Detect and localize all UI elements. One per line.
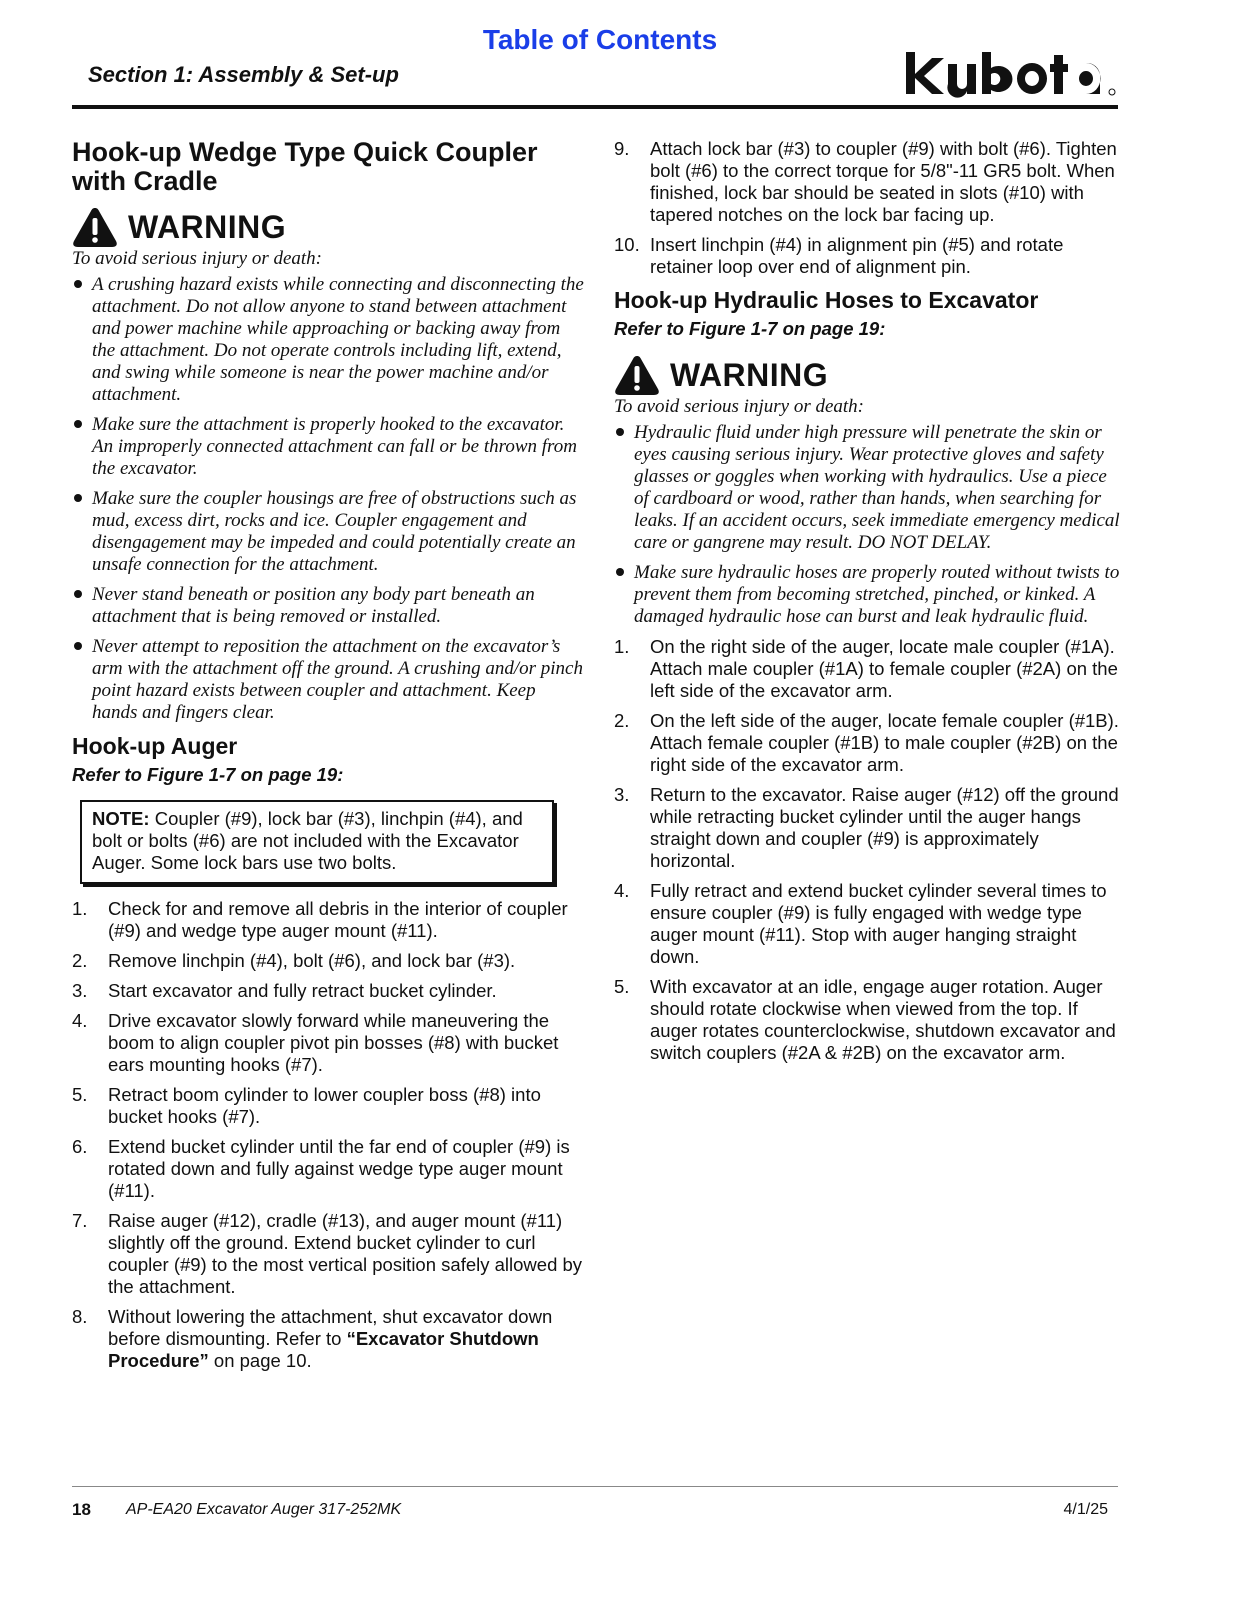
list-item: 4. Fully retract and extend bucket cylinder several times to ensure coupler (#9) is fully engaged with wedge type auger mount (#11). Stop with auger hanging straight down.	[614, 880, 1107, 967]
hydraulic-hoses-heading: Hook-up Hydraulic Hoses to Excavator	[614, 287, 1039, 313]
note-label: NOTE:	[92, 808, 150, 829]
warning-header	[72, 206, 584, 248]
bullet-icon	[74, 280, 82, 288]
bullet-icon	[74, 590, 82, 598]
auger-steps-continued	[614, 138, 1126, 278]
figure-reference: Refer to Figure 1-7 on page 19:	[72, 764, 344, 785]
footer-rule	[72, 1486, 1118, 1487]
warning-triangle-icon	[614, 354, 660, 396]
auger-steps	[72, 898, 584, 1372]
bullet-icon	[616, 428, 624, 436]
document-date: 4/1/25	[1063, 1501, 1108, 1518]
hose-steps	[614, 636, 1126, 1064]
warning-bullets	[72, 274, 584, 724]
bullet-icon	[616, 568, 624, 576]
list-item: 5. With excavator at an idle, engage auger rotation. Auger should rotate clockwise when viewed from the top. If auger rotates counterclockwise, shutdown excavator and switch couplers (#2A & #2B) on the excavator arm.	[614, 976, 1116, 1063]
warning-triangle-icon	[72, 206, 118, 248]
note-text: Coupler (#9), lock bar (#3), linchpin (#4), and bolt or bolts (#6) are not included with the Excavator Auger. Some lock bars use two bolts.	[92, 808, 523, 873]
list-item: 3. Return to the excavator. Raise auger (#12) off the ground while retracting bucket cylinder until the auger hangs straight down and coupler (#9) is approximately horizontal.	[614, 784, 1119, 871]
warning-label: WARNING	[670, 357, 829, 393]
section-title: Section 1: Assembly & Set-up	[88, 62, 399, 87]
shutdown-procedure-link[interactable]: “Excavator Shutdown Procedure”	[108, 1328, 539, 1371]
warning-block	[72, 248, 584, 724]
section-heading	[72, 138, 584, 196]
warning-lead: To avoid serious injury or death:	[72, 248, 322, 269]
list-item: 8. Without lowering the attachment, shut excavator down before dismounting. Refer to “Excavator Shutdown Procedure” on page 10.	[72, 1306, 553, 1371]
kubota-logo	[904, 48, 1118, 100]
list-item: 2. On the left side of the auger, locate female coupler (#1B). Attach female coupler (#1B) to male coupler (#2B) on the right side of the excavator arm.	[614, 710, 1119, 775]
figure-reference: Refer to Figure 1-7 on page 19:	[614, 318, 886, 339]
warning-bullet: Make sure the attachment is properly hooked to the excavator. An improperly connected attachment can fall or be thrown from the excavator.	[72, 414, 584, 480]
warning-bullet: Make sure hydraulic hoses are properly routed without twists to prevent them from becoming stretched, pinched, or kinked. A damaged hydraulic hose can burst and leak hydraulic fluid.	[614, 562, 1126, 628]
list-item: 1. On the right side of the auger, locate male coupler (#1A). Attach male coupler (#1A) to female coupler (#2A) on the left side of the excavator arm.	[614, 636, 1118, 701]
note-box	[80, 800, 554, 884]
list-item: 10. Insert linchpin (#4) in alignment pin (#5) and rotate retainer loop over end of alignment pin.	[614, 234, 1064, 277]
warning-header	[614, 354, 1126, 396]
list-item: 7. Raise auger (#12), cradle (#13), and auger mount (#11) slightly off the ground. Extend bucket cylinder to curl coupler (#9) to the most vertical position safely allowed by the attachment.	[72, 1210, 583, 1297]
warning-block	[614, 396, 1126, 628]
bullet-icon	[74, 420, 82, 428]
header-rule	[72, 105, 1118, 109]
warning-bullet: Never attempt to reposition the attachment on the excavator’s arm with the attachment off the ground. A crushing and/or pinch point hazard exists between coupler and attachment. Keep hands and fingers clear.	[72, 636, 584, 724]
page-number: 18	[72, 1500, 91, 1519]
hook-up-auger-heading: Hook-up Auger	[72, 733, 238, 759]
right-column	[614, 134, 1126, 1072]
table-of-contents-link[interactable]: Table of Contents	[482, 24, 718, 55]
warning-lead: To avoid serious injury or death:	[614, 396, 864, 417]
list-item: 2. Remove linchpin (#4), bolt (#6), and lock bar (#3).	[72, 950, 516, 971]
bullet-icon	[74, 642, 82, 650]
bullet-icon	[74, 494, 82, 502]
list-item: 9. Attach lock bar (#3) to coupler (#9) with bolt (#6). Tighten bolt (#6) to the correct torque for 5/8"-11 GR5 bolt. When finished, lock bar should be seated in slots (#10) with tapered notches on the lock bar facing up.	[614, 138, 1117, 225]
left-column	[72, 134, 584, 1380]
warning-bullet: Make sure the coupler housings are free of obstructions such as mud, excess dirt, rocks and ice. Coupler engagement and disengagement may be impeded and could potentially create an unsafe connection for the attachment.	[72, 488, 584, 576]
kubota-logo-graphic	[904, 48, 1118, 100]
warning-bullets	[614, 422, 1126, 628]
warning-bullet: Hydraulic fluid under high pressure will penetrate the skin or eyes causing serious injury. Wear protective gloves and safety glasses or goggles when working with hydraulics. Use a piece of cardboard or wood, rather than hands, when searching for leaks. If an accident occurs, seek immediate emergency medical care or gangrene may result. DO NOT DELAY.	[614, 422, 1126, 554]
list-item: 5. Retract boom cylinder to lower coupler boss (#8) into bucket hooks (#7).	[72, 1084, 541, 1127]
warning-label: WARNING	[128, 209, 287, 245]
warning-bullet: Never stand beneath or position any body part beneath an attachment that is being removed or installed.	[72, 584, 584, 628]
list-item: 4. Drive excavator slowly forward while maneuvering the boom to align coupler pivot pin bosses (#8) with bucket ears mounting hooks (#7).	[72, 1010, 559, 1075]
list-item: 1. Check for and remove all debris in the interior of coupler (#9) and wedge type auger mount (#11).	[72, 898, 568, 941]
section-heading-line2: with Cradle	[72, 166, 218, 196]
list-item: 3. Start excavator and fully retract bucket cylinder.	[72, 980, 497, 1001]
list-item: 6. Extend bucket cylinder until the far end of coupler (#9) is rotated down and fully against wedge type auger mount (#11).	[72, 1136, 570, 1201]
document-title: AP-EA20 Excavator Auger 317-252MK	[126, 1501, 402, 1518]
section-heading-line1: Hook-up Wedge Type Quick Coupler	[72, 137, 538, 167]
warning-bullet: A crushing hazard exists while connecting and disconnecting the attachment. Do not allow anyone to stand between attachment and power machine while approaching or backing away from the attachment. Do not operate controls including lift, extend, and swing while someone is near the power machine and/or attachment.	[72, 274, 584, 406]
